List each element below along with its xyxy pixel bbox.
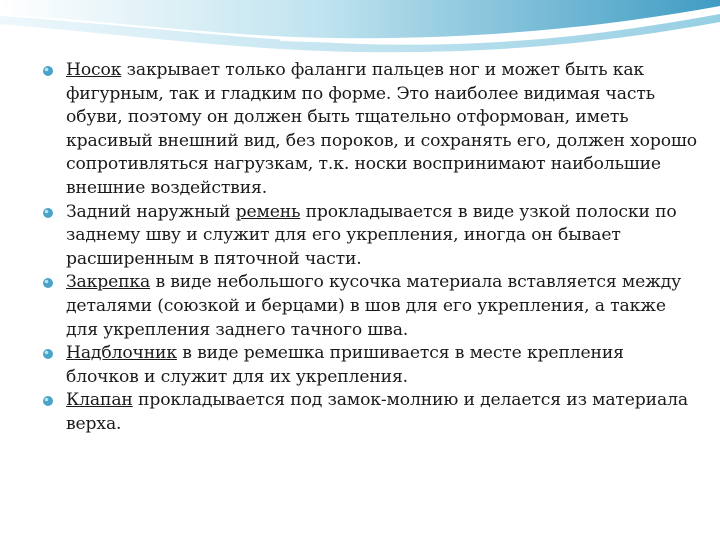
term-nadblochnik: Надблочник bbox=[66, 343, 177, 364]
bullet-icon bbox=[42, 277, 54, 289]
bullet-icon bbox=[42, 65, 54, 77]
list-item bbox=[40, 201, 700, 272]
bullet-list bbox=[40, 59, 700, 437]
list-item bbox=[40, 271, 700, 342]
list-item bbox=[40, 389, 700, 436]
header-wave-decoration bbox=[0, 0, 720, 60]
item-text: прокладывается под замок-молнию и делается из материала верха. bbox=[66, 390, 688, 434]
item-text: в виде ремешка пришивается в месте крепления блочков и служит для их укрепления. bbox=[66, 343, 624, 387]
term-remen: ремень bbox=[235, 201, 301, 222]
term-nosok: Носок bbox=[66, 60, 122, 80]
slide-content bbox=[40, 59, 700, 437]
term-klapan: Клапан bbox=[66, 390, 133, 411]
item-text-before: Задний наружный bbox=[66, 201, 236, 222]
list-item bbox=[40, 59, 700, 201]
item-text: прокладывается в виде узкой полоски по заднему шву и служит для его укрепления, иногда он бывает расширенным в пяточной части. bbox=[66, 201, 677, 269]
bullet-icon bbox=[42, 207, 54, 219]
item-text: закрывает только фаланги пальцев ног и может быть как фигурным, так и гладким по форме. Это наиболее видимая часть обуви, поэтому он должен быть тщательно отформован, иметь красивый внешний вид, без пороков, и сохранять его, должен хорошо сопротивляться нагрузкам, т.к. носки воспринимают наибольшие внешние воздействия. bbox=[66, 60, 697, 198]
term-zakrepka: Закрепка bbox=[66, 272, 151, 293]
bullet-icon bbox=[42, 348, 54, 360]
list-item bbox=[40, 342, 700, 389]
item-text: в виде небольшого кусочка материала вставляется между деталями (союзкой и берцами) в шов для его укрепления, а также для укрепления заднего тачного шва. bbox=[66, 272, 682, 340]
bullet-icon bbox=[42, 395, 54, 407]
